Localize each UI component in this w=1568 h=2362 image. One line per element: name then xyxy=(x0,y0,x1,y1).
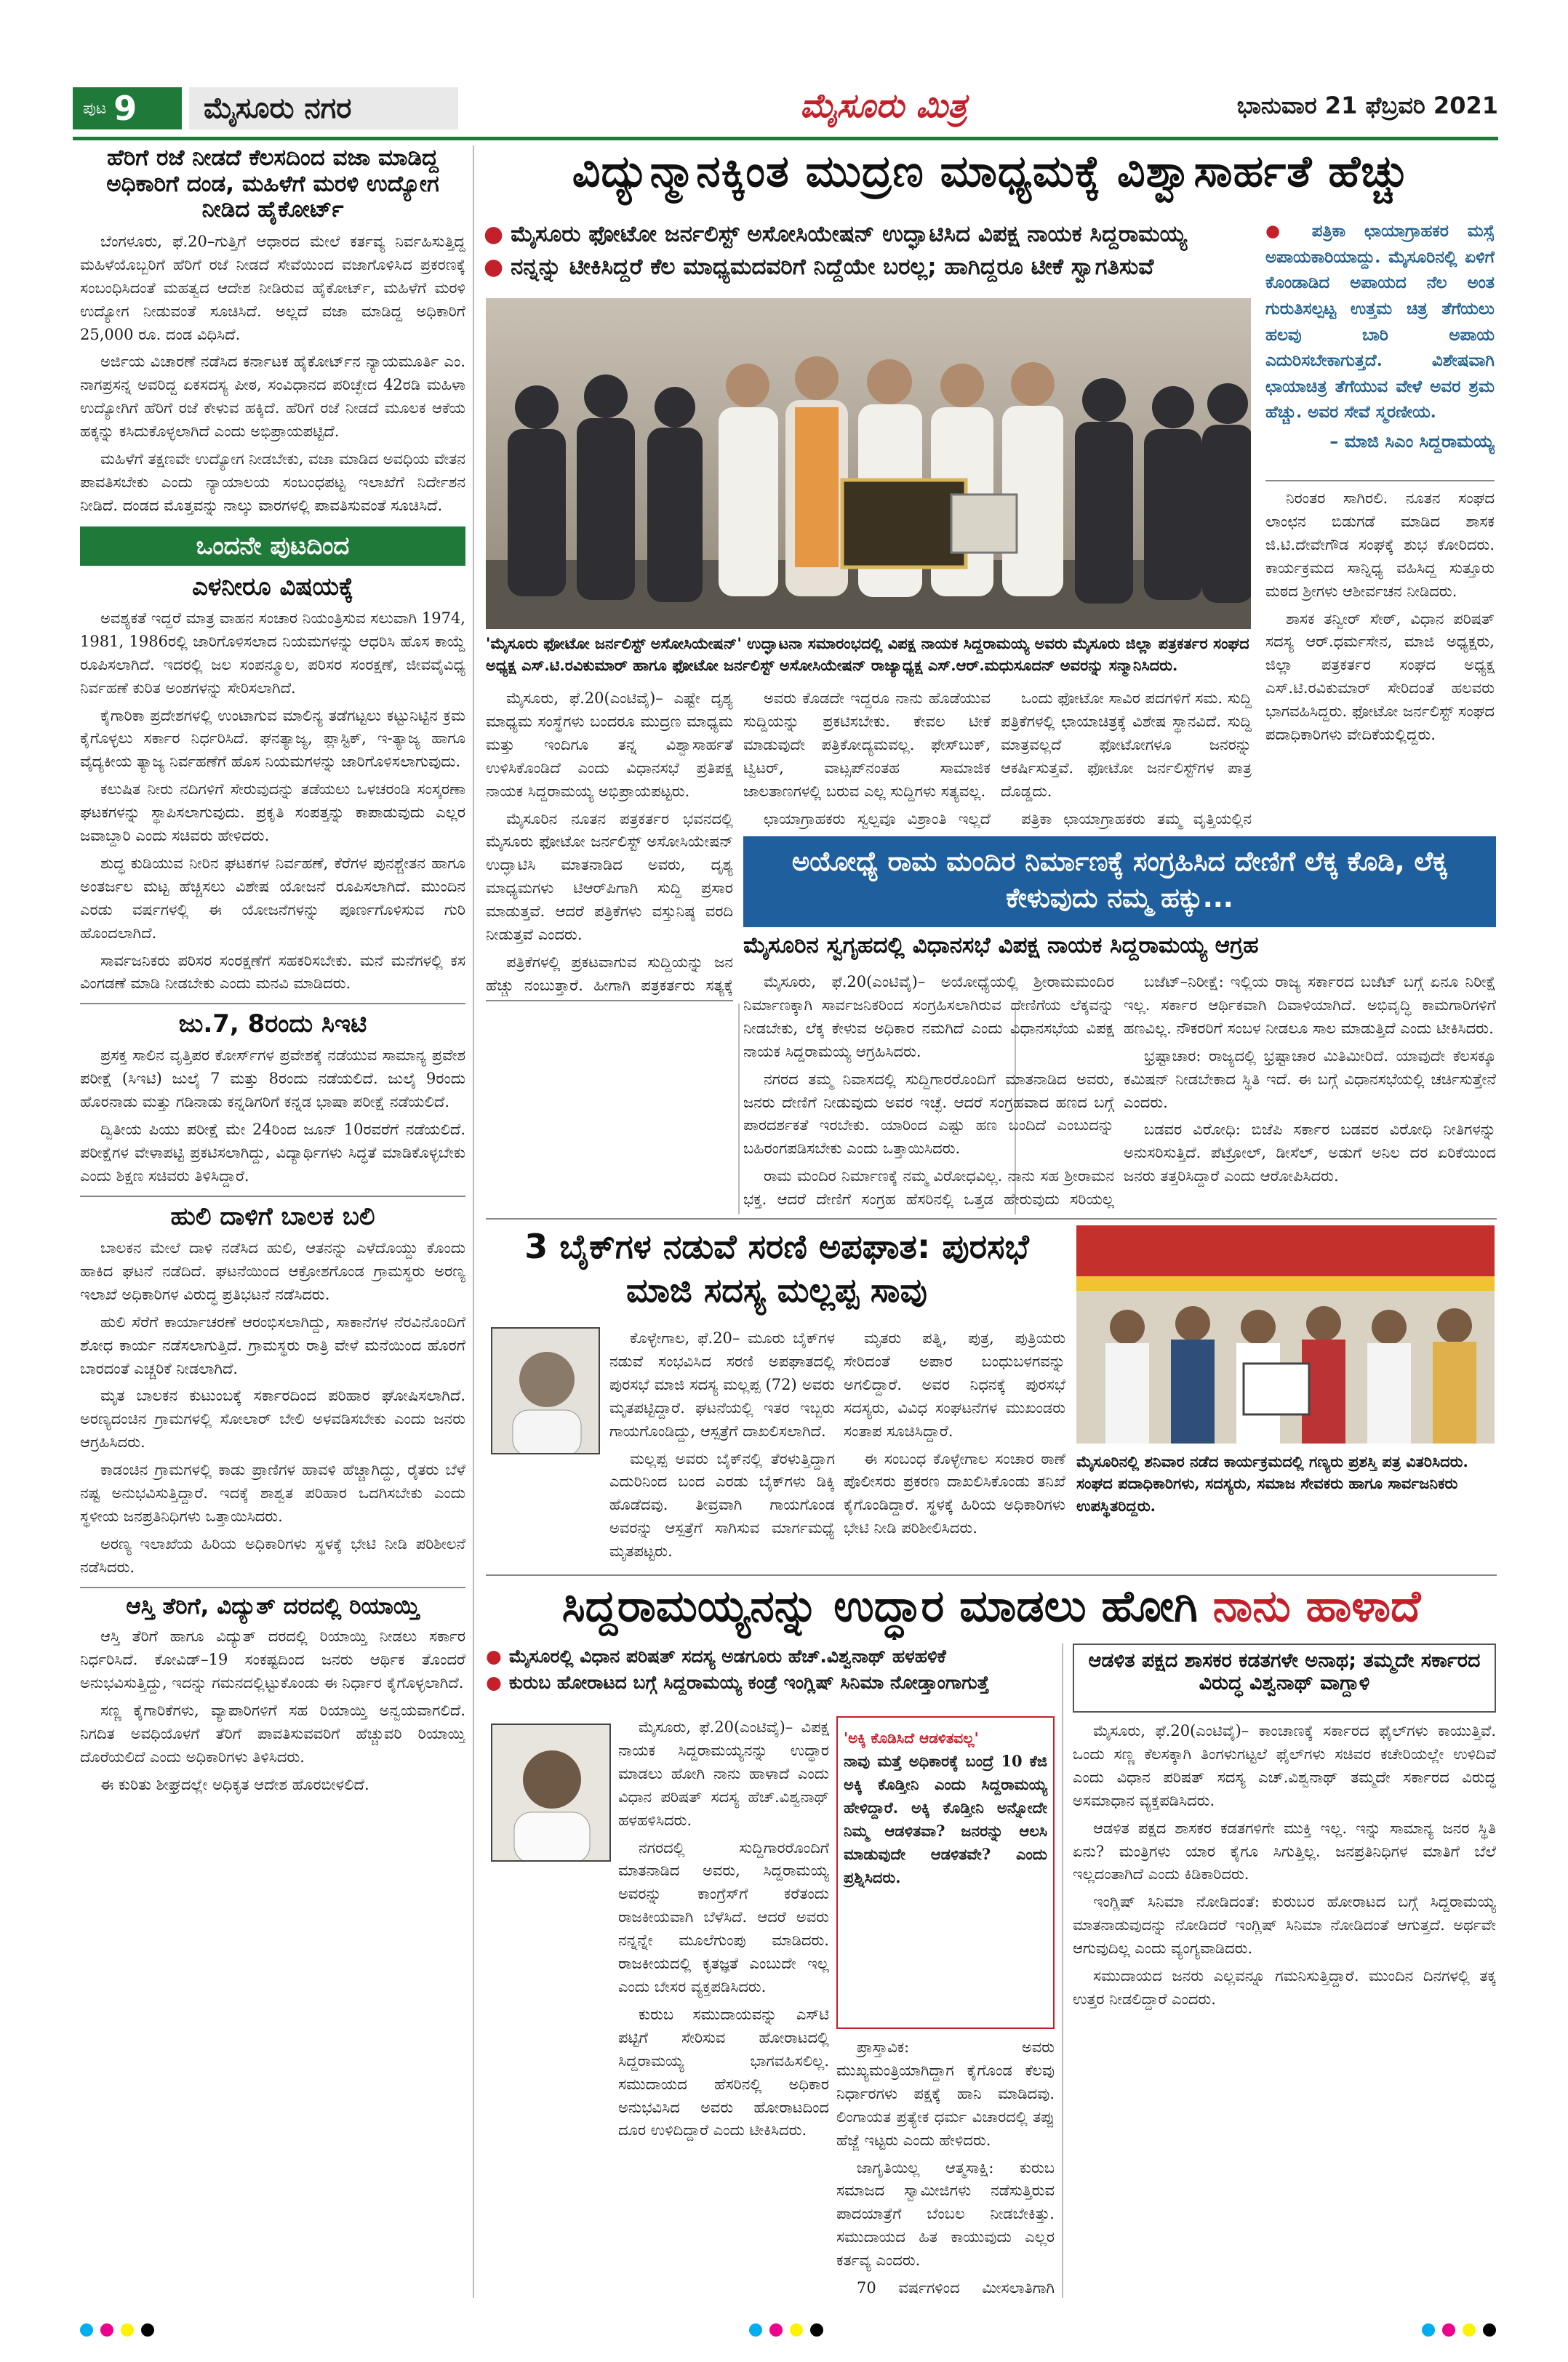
adalita-headline: ಆಡಳಿತ ಪಕ್ಷದ ಶಾಸಕರ ಕಡತಗಳೇ ಅನಾಥ; ತಮ್ಮದೇ ಸರ್ಕಾರದ ವಿರುದ್ಧ ವಿಶ್ವನಾಥ್ ವಾಗ್ದಾಳಿ xyxy=(1088,1649,1481,1695)
magenta-dot-icon xyxy=(1442,2323,1455,2337)
main-headline-box xyxy=(484,145,1498,225)
paragraph: ರಾಮ ಮಂದಿರ ನಿರ್ಮಾಣಕ್ಕೆ ನಮ್ಮ ವಿರೋಧವಿಲ್ಲ. ನಾನು ಸಹ ಶ್ರೀರಾಮನ ಭಕ್ತ. ಆದರೆ ದೇಣಿಗೆ ಸಂಗ್ರಹ ಹೆಸರಿನಲ್ಲಿ ಒತ್ತಡ ಹೇರುವುದು ಸರಿಯಲ್ಲ xyxy=(743,1167,1114,1209)
paragraph: ಪ್ರಸಕ್ತ ಸಾಲಿನ ವೃತ್ತಿಪರ ಕೋರ್ಸ್‌ಗಳ ಪ್ರವೇಶಕ್ಕೆ ನಡೆಯುವ ಸಾಮಾನ್ಯ ಪ್ರವೇಶ ಪರೀಕ್ಷೆ (ಸಿಇಟಿ) ಜುಲೈ 7 ಮತ್ತು 8ರಂದು ನಡೆಯಲಿದೆ. ಜುಲೈ 9ರಂದು ಹೊರನಾಡು ಮತ್ತು ಗಡಿನಾಡು ಕನ್ನಡಿಗರಿಗೆ ಕನ್ನಡ ಭಾಷಾ ಪರೀಕ್ಷೆ ನಡೆಯಲಿದೆ. xyxy=(80,1046,465,1111)
masthead-rule xyxy=(73,137,1498,140)
section-rule xyxy=(486,1000,733,1001)
ram-mandir-box xyxy=(743,836,1496,927)
main-photo-caption: 'ಮೈಸೂರು ಫೋಟೋ ಜರ್ನಲಿಸ್ಟ್ ಅಸೋಸಿಯೇಷನ್' ಉದ್ಘಾಟನಾ ಸಮಾರಂಭದಲ್ಲಿ ವಿಪಕ್ಷ ನಾಯಕ ಸಿದ್ದರಾಮಯ್ಯ ಅವರು ಮೈಸೂರು ಜಿಲ್ಲಾ ಪತ್ರಕರ್ತರ ಸಂಘದ ಅಧ್ಯಕ್ಷ ಎಸ್.ಟಿ.ರವಿಕುಮಾರ್ ಹಾಗೂ ಫೋಟೋ ಜರ್ನಲಿಸ್ಟ್ ಅಸೋಸಿಯೇಷನ್ ರಾಜ್ಯಾಧ್ಯಕ್ಷ ಎಸ್.ಆರ್.ಮಧುಸೂದನ್ ಅವರನ್ನು ಸನ್ಮಾನಿಸಿದರು. xyxy=(486,634,1249,675)
paragraph: ಅವರು ಕೊಡದೇ ಇದ್ದರೂ ನಾನು ಹೊಡೆಯುವ ಸುದ್ದಿಯನ್ನು ಪ್ರಕಟಿಸಬೇಕು. ಕೇವಲ ಟೀಕೆ ಮಾಡುವುದೇ ಪತ್ರಿಕೋದ್ಯಮವಲ್ಲ. ಫೇಸ್‌ಬುಕ್, ಟ್ವಿಟರ್, ವಾಟ್ಸಪ್‌ನಂತಹ ಸಾಮಾಜಿಕ ಜಾಲತಾಣಗಳಲ್ಲಿ ಬರುವ ಎಲ್ಲ ಸುದ್ದಿಗಳು ಸತ್ಯವಲ್ಲ. xyxy=(743,689,991,800)
paragraph: ನಗರದಲ್ಲಿ ಸುದ್ದಿಗಾರರೊಂದಿಗೆ ಮಾತನಾಡಿದ ಅವರು, ಸಿದ್ದರಾಮಯ್ಯ ಅವರನ್ನು ಕಾಂಗ್ರೆಸ್‌ಗೆ ಕರೆತಂದು ರಾಜಕೀಯವಾಗಿ ಬೆಳೆಸಿದೆ. ಆದರೆ ಅವರು ನನ್ನನ್ನೇ ಮೂಲೆಗುಂಪು ಮಾಡಿದರು. ರಾಜಕೀಯದಲ್ಲಿ ಕೃತಜ್ಞತೆ ಎಂಬುದೇ ಇಲ್ಲ ಎಂದು ಬೇಸರ ವ್ಯಕ್ತಪಡಿಸಿದರು. xyxy=(618,1838,829,1995)
story-aasti-headline: ಆಸ್ತಿ ತೆರಿಗೆ, ವಿದ್ಯುತ್ ದರದಲ್ಲಿ ರಿಯಾಯ್ತಿ xyxy=(80,1587,465,1620)
quote-mark-icon: ● xyxy=(1265,221,1312,241)
paragraph: ಬಾಲಕನ ಮೇಲೆ ದಾಳಿ ನಡೆಸಿದ ಹುಲಿ, ಆತನನ್ನು ಎಳೆದೊಯ್ದು ಕೊಂದು ಹಾಕಿದ ಘಟನೆ ನಡೆದಿದೆ. ಘಟನೆಯಿಂದ ಆಕ್ರೋಶಗೊಂಡ ಗ್ರಾಮಸ್ಥರು ಅರಣ್ಯ ಇಲಾಖೆ ಅಧಿಕಾರಿಗಳ ವಿರುದ್ಧ ಪ್ರತಿಭಟನೆ ನಡೆಸಿದರು. xyxy=(80,1239,465,1303)
siddu-col-a-body xyxy=(618,1716,829,2142)
siddu-bullet-2 xyxy=(486,1670,1057,1696)
siddu-col-b xyxy=(836,2036,1055,2298)
paragraph: ಕುರುಬ ಸಮುದಾಯವನ್ನು ಎಸ್‌ಟಿ ಪಟ್ಟಿಗೆ ಸೇರಿಸುವ ಹೋರಾಟದಲ್ಲಿ ಸಿದ್ದರಾಮಯ್ಯ ಭಾಗವಹಿಸಲಿಲ್ಲ. ಸಮುದಾಯದ ಹೆಸರಿನಲ್ಲಿ ಅಧಿಕಾರ ಅನುಭವಿಸಿದ ಅವರು ಹೋರಾಟದಿಂದ ದೂರ ಉಳಿದಿದ್ದಾರೆ ಎಂದು ಟೀಕಿಸಿದರು. xyxy=(618,2005,829,2139)
quote-text xyxy=(1265,218,1495,425)
inset-text: ನಾವು ಮತ್ತೆ ಅಧಿಕಾರಕ್ಕೆ ಬಂದ್ರೆ 10 ಕೆಜಿ ಅಕ್ಕಿ ಕೊಡ್ತೀನಿ ಎಂದು ಸಿದ್ದರಾಮಯ್ಯ ಹೇಳಿದ್ದಾರೆ. ಅಕ್ಕಿ ಕೊಡ್ತೀನಿ ಅನ್ನೋದೇ ನಿಮ್ಮ ಆಡಳಿತವಾ? ಜನರನ್ನು ಆಲಸಿ ಮಾಡುವುದೇ ಆಡಳಿತವೇ? ಎಂದು ಪ್ರಶ್ನಿಸಿದರು. xyxy=(844,1752,1047,1886)
paragraph: ಪತ್ರಿಕಾ ಛಾಯಾಗ್ರಾಹಕರು ತಮ್ಮ ವೃತ್ತಿಯಲ್ಲಿನ xyxy=(1021,809,1252,828)
ram-col-b-body xyxy=(1124,971,1496,1188)
adalita-headline-box xyxy=(1073,1644,1496,1713)
black-dot-icon xyxy=(810,2323,823,2337)
paragraph: ಭ್ರಷ್ಟಾಚಾರ: ರಾಜ್ಯದಲ್ಲಿ ಭ್ರಷ್ಟಾಚಾರ ಮಿತಿಮೀರಿದೆ. ಯಾವುದೇ ಕೆಲಸಕ್ಕೂ ಕಮಿಷನ್ ನೀಡಬೇಕಾದ ಸ್ಥಿತಿ ಇದೆ. ಈ ಬಗ್ಗೆ ವಿಧಾನಸಭೆಯಲ್ಲಿ ಚರ್ಚಿಸುತ್ತೇನೆ ಎಂದರು. xyxy=(1124,1046,1496,1111)
inset-title: 'ಅಕ್ಕಿ ಕೊಡಿಸಿದೆ ಆಡಳಿತವಲ್ಲ' xyxy=(844,1729,979,1747)
page-label: ಪುಟ xyxy=(83,99,107,118)
paragraph: ಇಂಗ್ಲಿಷ್ ಸಿನಿಮಾ ನೋಡಿದಂತೆ: ಕುರುಬರ ಹೋರಾಟದ ಬಗ್ಗೆ ಸಿದ್ದರಾಮಯ್ಯ ಮಾತನಾಡುವುದನ್ನು ನೋಡಿದರೆ ಇಂಗ್ಲಿಷ್ ಸಿನಿಮಾ ನೋಡಿದಂತೆ ಆಗುತ್ತದೆ. ಅರ್ಥವೇ ಆಗುವುದಿಲ್ಲ ಎಂದು ವ್ಯಂಗ್ಯವಾಡಿದರು. xyxy=(1073,1893,1496,1958)
main-right-body xyxy=(1265,487,1495,747)
paragraph: ಶುದ್ಧ ಕುಡಿಯುವ ನೀರಿನ ಘಟಕಗಳ ನಿರ್ವಹಣೆ, ಕೆರೆಗಳ ಪುನಶ್ಚೇತನ ಹಾಗೂ ಅಂತರ್ಜಲ ಮಟ್ಟ ಹೆಚ್ಚಿಸಲು ವಿಶೇಷ ಯೋಜನೆ ರೂಪಿಸಲಾಗಿದೆ. ಮುಂದಿನ ಎರಡು ವರ್ಷಗಳಲ್ಲಿ ಈ ಯೋಜನೆಗಳನ್ನು ಪೂರ್ಣಗೊಳಿಸುವ ಗುರಿ ಹೊಂದಲಾಗಿದೆ. xyxy=(80,854,465,942)
siddu-inset xyxy=(836,1716,1055,2029)
adalita-body xyxy=(1073,1720,1496,2011)
ram-col-a-body xyxy=(743,971,1114,1211)
paragraph: ಮಹಿಳೆಗೆ ತಕ್ಷಣವೇ ಉದ್ಯೋಗ ನೀಡಬೇಕು, ವಜಾ ಮಾಡಿದ ಅವಧಿಯ ವೇತನ ಪಾವತಿಸಬೇಕು ಎಂದು ನ್ಯಾಯಾಲಯ ಸಂಬಂಧಪಟ್ಟ ಇಲಾಖೆಗೆ ನಿರ್ದೇಶನ ನೀಡಿದೆ. ದಂಡದ ಮೊತ್ತವನ್ನು ನಾಲ್ಕು ವಾರಗಳಲ್ಲಿ ಪಾವತಿಸುವಂತೆ ಸೂಚಿಸಿದೆ. xyxy=(80,450,465,514)
magenta-dot-icon xyxy=(100,2323,113,2337)
main-col-c-body xyxy=(1001,687,1252,833)
paragraph: ಬೆಂಗಳೂರು, ಫೆ.20–ಗುತ್ತಿಗೆ ಆಧಾರದ ಮೇಲೆ ಕರ್ತವ್ಯ ನಿರ್ವಹಿಸುತ್ತಿದ್ದ ಮಹಿಳೆಯೊಬ್ಬರಿಗೆ ಹೆರಿಗೆ ರಜೆ ನೀಡದೆ ಸೇವೆಯಿಂದ ವಜಾಗೊಳಿಸಿದ ಪ್ರಕರಣಕ್ಕೆ ಸಂಬಂಧಿಸಿದಂತೆ ಮಹತ್ವದ ಆದೇಶ ನೀಡಿರುವ ಹೈಕೋರ್ಟ್, ಮಹಿಳೆಗೆ ಮರಳಿ ಉದ್ಯೋಗ ನೀಡುವಂತೆ ಸೂಚಿಸಿದೆ. ಅಲ್ಲದೆ ವಜಾ ಮಾಡಿದ್ದ ಅಧಿಕಾರಿಗೆ 25,000 ರೂ. ದಂಡ ವಿಧಿಸಿದೆ. xyxy=(80,232,465,343)
main-bullets xyxy=(484,218,1255,298)
paragraph: ನಗರದ ತಮ್ಮ ನಿವಾಸದಲ್ಲಿ ಸುದ್ದಿಗಾರರೊಂದಿಗೆ ಮಾತನಾಡಿದ ಅವರು, ಜನರು ದೇಣಿಗೆ ನೀಡುವುದು ಅವರ ಇಚ್ಛೆ. ಆದರೆ ಸಂಗ್ರಹವಾದ ಹಣದ ಬಗ್ಗೆ ಪಾರದರ್ಶಕತೆ ಇರಬೇಕು. ಯಾರಿಂದ ಎಷ್ಟು ಹಣ ಬಂದಿದೆ ಎಂಬುದನ್ನು ಬಹಿರಂಗಪಡಿಸಬೇಕು ಎಂದು ಒತ್ತಾಯಿಸಿದರು. xyxy=(743,1070,1114,1158)
paragraph: ಮಲ್ಲಪ್ಪ ಅವರು ಬೈಕ್‌ನಲ್ಲಿ ತೆರಳುತ್ತಿದ್ದಾಗ ಎದುರಿನಿಂದ ಬಂದ ಎರಡು ಬೈಕ್‌ಗಳು ಡಿಕ್ಕಿ ಹೊಡೆದವು. ತೀವ್ರವಾಗಿ ಗಾಯಗೊಂಡ ಅವರನ್ನು ಆಸ್ಪತ್ರೆಗೆ ಸಾಗಿಸುವ ಮಾರ್ಗಮಧ್ಯೆ ಮೃತಪಟ್ಟರು. xyxy=(609,1449,835,1561)
section-rule xyxy=(486,1574,1497,1576)
ram-col-b xyxy=(1124,971,1496,1211)
bullet-text: ಕುರುಬ ಹೋರಾಟದ ಬಗ್ಗೆ ಸಿದ್ದರಾಮಯ್ಯ ಕಂಡ್ರೆ ಇಂಗ್ಲಿಷ್ ಸಿನಿಮಾ ನೋಡ್ತಾಂಗಾಗುತ್ತೆ xyxy=(508,1672,990,1694)
paragraph: ಮೈಸೂರಿನ ನೂತನ ಪತ್ರಕರ್ತರ ಭವನದಲ್ಲಿ ಮೈಸೂರು ಫೋಟೋ ಜರ್ನಲಿಸ್ಟ್ ಅಸೋಸಿಯೇಷನ್ ಉದ್ಘಾಟಿಸಿ ಮಾತನಾಡಿದ ಅವರು, ದೃಶ್ಯ ಮಾಧ್ಯಮಗಳು ಟಿಆರ್‌ಪಿಗಾಗಿ ಸುದ್ದಿ ಪ್ರಸಾರ ಮಾಡುತ್ತವೆ. ಆದರೆ ಪತ್ರಿಕೆಗಳು ವಸ್ತುನಿಷ್ಠ ವರದಿ ನೀಡುತ್ತವೆ ಎಂದರು. xyxy=(486,809,733,944)
accident-col-a-body xyxy=(609,1327,835,1564)
paragraph: ಮೈಸೂರು, ಫೆ.20(ಎಂಟಿವೈ)– ಅಯೋಧ್ಯೆಯಲ್ಲಿ ಶ್ರೀರಾಮಮಂದಿರ ನಿರ್ಮಾಣಕ್ಕಾಗಿ ಸಾರ್ವಜನಿಕರಿಂದ ಸಂಗ್ರಹಿಸಲಾಗಿರುವ ದೇಣಿಗೆಯ ಲೆಕ್ಕವನ್ನು ನೀಡಬೇಕು, ಲೆಕ್ಕ ಕೇಳುವ ಅಧಿಕಾರ ನಮಗಿದೆ ಎಂದು ವಿಧಾನಸಭೆಯ ವಿಪಕ್ಷ ನಾಯಕ ಸಿದ್ದರಾಮಯ್ಯ ಆಗ್ರಹಿಸಿದರು. xyxy=(743,973,1114,1060)
paragraph: 70 ವರ್ಷಗಳಿಂದ ಮೀಸಲಾತಿಗಾಗಿ xyxy=(857,2279,1055,2297)
main-col-a xyxy=(486,687,733,996)
paragraph: ಈ ಸಂಬಂಧ ಕೊಳ್ಳೇಗಾಲ ಸಂಚಾರ ಠಾಣೆ ಪೊಲೀಸರು ಪ್ರಕರಣ ದಾಖಲಿಸಿಕೊಂಡು ತನಿಖೆ ಕೈಗೊಂಡಿದ್ದಾರೆ. ಸ್ಥಳಕ್ಕೆ ಹಿರಿಯ ಅಧಿಕಾರಿಗಳು ಭೇಟಿ ನೀಡಿ ಪರಿಶೀಲಿಸಿದರು. xyxy=(844,1449,1065,1537)
paragraph: ಕೊಳ್ಳೇಗಾಲ, ಫೆ.20– ಮೂರು ಬೈಕ್‌ಗಳ ನಡುವೆ ಸಂಭವಿಸಿದ ಸರಣಿ ಅಪಘಾತದಲ್ಲಿ ಪುರಸಭೆ ಮಾಜಿ ಸದಸ್ಯ ಮಲ್ಲಪ್ಪ (72) ಅವರು ಮೃತಪಟ್ಟಿದ್ದಾರೆ. ಘಟನೆಯಲ್ಲಿ ಇತರ ಇಬ್ಬರು ಗಾಯಗೊಂಡಿದ್ದು, ಆಸ್ಪತ್ರೆಗೆ ದಾಖಲಿಸಲಾಗಿದೆ. xyxy=(609,1329,835,1440)
cyan-dot-icon xyxy=(80,2323,93,2337)
main-col-a-body xyxy=(486,687,733,996)
paragraph: ಕೈಗಾರಿಕಾ ಪ್ರದೇಶಗಳಲ್ಲಿ ಉಂಟಾಗುವ ಮಾಲಿನ್ಯ ತಡೆಗಟ್ಟಲು ಕಟ್ಟುನಿಟ್ಟಿನ ಕ್ರಮ ಕೈಗೊಳ್ಳಲು ಸರ್ಕಾರ ನಿರ್ಧರಿಸಿದೆ. ಘನತ್ಯಾಜ್ಯ, ಪ್ಲಾಸ್ಟಿಕ್, ಇ-ತ್ಯಾಜ್ಯ ಹಾಗೂ ವೈದ್ಯಕೀಯ ತ್ಯಾಜ್ಯ ನಿರ್ವಹಣೆಗೆ ಹೊಸ ನಿಯಮಗಳನ್ನು ಜಾರಿಗೊಳಿಸಲಾಗುವುದು. xyxy=(80,706,465,771)
main-right-column xyxy=(1265,487,1495,829)
story-jul-body xyxy=(80,1044,465,1188)
paper-logo: ಮೈಸೂರು ಮಿತ್ರ xyxy=(800,86,967,125)
paragraph: ಬಡವರ ವಿರೋಧಿ: ಬಿಜೆಪಿ ಸರ್ಕಾರ ಬಡವರ ವಿರೋಧಿ ನೀತಿಗಳನ್ನು ಅನುಸರಿಸುತ್ತಿದೆ. ಪೆಟ್ರೋಲ್, ಡೀಸೆಲ್, ಅಡುಗೆ ಅನಿಲ ದರ ಏರಿಕೆಯಿಂದ ಜನರು ತತ್ತರಿಸಿದ್ದಾರೆ ಎಂದು ಆರೋಪಿಸಿದರು. xyxy=(1124,1121,1496,1185)
page-number-box xyxy=(73,87,182,129)
registration-marks-right xyxy=(1422,2323,1496,2337)
portrait-image xyxy=(492,1725,611,1862)
paragraph: ಶಾಸಕ ತನ್ವೀರ್ ಸೇಠ್, ವಿಧಾನ ಪರಿಷತ್ ಸದಸ್ಯ ಆರ್.ಧರ್ಮಸೇನ, ಮಾಜಿ ಅಧ್ಯಕ್ಷರು, ಜಿಲ್ಲಾ ಪತ್ರಕರ್ತರ ಸಂಘದ ಅಧ್ಯಕ್ಷ ಎಸ್.ಟಿ.ರವಿಕುಮಾರ್ ಸೇರಿದಂತೆ ಹಲವರು ಭಾಗವಹಿಸಿದ್ದರು. ಫೋಟೋ ಜರ್ನಲಿಸ್ಟ್ ಸಂಘದ ಪದಾಧಿಕಾರಿಗಳು ವೇದಿಕೆಯಲ್ಲಿದ್ದರು. xyxy=(1265,609,1495,744)
story-hc-body xyxy=(80,231,465,518)
black-dot-icon xyxy=(141,2323,154,2337)
bullet-dot-icon: ● xyxy=(486,1672,502,1694)
bullet-dot-icon: ● xyxy=(484,221,504,247)
quote-rule xyxy=(1265,480,1495,481)
paragraph: ಹುಲಿ ಸೆರೆಗೆ ಕಾರ್ಯಾಚರಣೆ ಆರಂಭಿಸಲಾಗಿದ್ದು, ಸಾಕಾನೆಗಳ ನೆರವಿನೊಂದಿಗೆ ಶೋಧ ಕಾರ್ಯ ನಡೆಸಲಾಗುತ್ತಿದೆ. ಗ್ರಾಮಸ್ಥರು ರಾತ್ರಿ ವೇಳೆ ಮನೆಯಿಂದ ಹೊರಗೆ ಬಾರದಂತೆ ಎಚ್ಚರಿಕೆ ನೀಡಲಾಗಿದೆ. xyxy=(80,1313,465,1377)
registration-marks-center xyxy=(749,2323,823,2337)
paragraph: ಆಸ್ತಿ ತೆರಿಗೆ ಹಾಗೂ ವಿದ್ಯುತ್ ದರದಲ್ಲಿ ರಿಯಾಯ್ತಿ ನೀಡಲು ಸರ್ಕಾರ ನಿರ್ಧರಿಸಿದೆ. ಕೋವಿಡ್–19 ಸಂಕಷ್ಟದಿಂದ ಜನರು ಆರ್ಥಿಕ ತೊಂದರೆ ಅನುಭವಿಸುತ್ತಿದ್ದು, ಇದನ್ನು ಗಮನದಲ್ಲಿಟ್ಟುಕೊಂಡು ಈ ನಿರ್ಧಾರ ಕೈಗೊಳ್ಳಲಾಗಿದೆ. xyxy=(80,1628,465,1692)
siddu-bullets xyxy=(486,1644,1057,1713)
group-photo-image xyxy=(486,298,1251,629)
main-bullet-1 xyxy=(484,218,1255,251)
section-rule xyxy=(486,1218,1497,1220)
paragraph: ಬಜೆಟ್–ನಿರೀಕ್ಷೆ: ಇಲ್ಲಿಯ ರಾಜ್ಯ ಸರ್ಕಾರದ ಬಜೆಟ್ ಬಗ್ಗೆ ಏನೂ ನಿರೀಕ್ಷೆ ಇಲ್ಲ. ಸರ್ಕಾರ ಆರ್ಥಿಕವಾಗಿ ದಿವಾಳಿಯಾಗಿದೆ. ಅಭಿವೃದ್ಧಿ ಕಾಮಗಾರಿಗಳಿಗೆ ಹಣವಿಲ್ಲ. ನೌಕರರಿಗೆ ಸಂಬಳ ನೀಡಲೂ ಸಾಲ ಮಾಡುತ್ತಿದೆ ಎಂದು ಟೀಕಿಸಿದರು. xyxy=(1124,973,1496,1037)
paragraph: ಅವಶ್ಯಕತೆ ಇದ್ದರೆ ಮಾತ್ರ ವಾಹನ ಸಂಚಾರ ನಿಯಂತ್ರಿಸುವ ಸಲುವಾಗಿ 1974, 1981, 1986ರಲ್ಲಿ ಜಾರಿಗೊಳಿಸಲಾದ ನಿಯಮಗಳನ್ನು ಆಧರಿಸಿ ಹೊಸ ಕಾಯ್ದೆ ರೂಪಿಸಲಾಗಿದೆ. ಇದರಲ್ಲಿ ಜಲ ಸಂಪನ್ಮೂಲ, ಪರಿಸರ ಸಂರಕ್ಷಣೆ, ಜೀವವೈವಿಧ್ಯ ನಿರ್ವಹಣೆ ಕುರಿತ ಅಂಶಗಳನ್ನು ಸೇರಿಸಲಾಗಿದೆ. xyxy=(80,609,465,697)
story-enu-headline: ಎಳನೀರೂ ವಿಷಯಕ್ಕೆ xyxy=(192,572,353,601)
siddu-bullet-1 xyxy=(486,1644,1057,1670)
story-jul-headline: ಜು.7, 8ರಂದು ಸಿಇಟಿ xyxy=(80,1003,465,1038)
yellow-dot-icon xyxy=(1463,2323,1476,2337)
paragraph: ಮೈಸೂರು, ಫೆ.20(ಎಂಟಿವೈ)– ಎಷ್ಟೇ ದೃಶ್ಯ ಮಾಧ್ಯಮ ಸಂಸ್ಥೆಗಳು ಬಂದರೂ ಮುದ್ರಣ ಮಾಧ್ಯಮ ಮತ್ತು ಇಂದಿಗೂ ತನ್ನ ವಿಶ್ವಾಸಾರ್ಹತೆ ಉಳಿಸಿಕೊಂಡಿದೆ ಎಂದು ವಿಧಾನಸಭೆ ಪ್ರತಿಪಕ್ಷ ನಾಯಕ ಸಿದ್ದರಾಮಯ್ಯ ಅಭಿಪ್ರಾಯಪಟ್ಟರು. xyxy=(486,689,733,800)
bullet-text: ಮೈಸೂರಲ್ಲಿ ವಿಧಾನ ಪರಿಷತ್ ಸದಸ್ಯ ಅಡಗೂರು ಹೆಚ್.ವಿಶ್ವನಾಥ್ ಹಳಹಳಿಕೆ xyxy=(508,1646,946,1667)
accident-col-a xyxy=(609,1327,835,1567)
siddu-headline-red: ನಾನು ಹಾಳಾದೆ xyxy=(1212,1582,1421,1632)
ram-subhead-box xyxy=(743,933,1496,966)
paragraph: ಅರಣ್ಯ ಇಲಾಖೆಯ ಹಿರಿಯ ಅಧಿಕಾರಿಗಳು ಸ್ಥಳಕ್ಕೆ ಭೇಟಿ ನೀಡಿ ಪರಿಶೀಲನೆ ನಡೆಸಿದರು. xyxy=(80,1534,465,1576)
main-headline: ವಿದ್ಯುನ್ಮಾನಕ್ಕಿಂತ ಮುದ್ರಣ ಮಾಧ್ಯಮಕ್ಕೆ ವಿಶ್ವಾಸಾರ್ಹತೆ ಹೆಚ್ಚು xyxy=(572,146,1410,197)
bullet-dot-icon: ● xyxy=(486,1646,502,1667)
accident-col-b xyxy=(844,1327,1065,1567)
siddu-headline-black: ಸಿದ್ದರಾಮಯ್ಯನನ್ನು ಉದ್ಧಾರ ಮಾಡಲು ಹೋಗಿ xyxy=(561,1582,1198,1632)
registration-marks-left xyxy=(80,2323,154,2337)
bullet-text: ನನ್ನನ್ನು ಟೀಕಿಸಿದ್ದರೆ ಕೆಲ ಮಾಧ್ಯಮದವರಿಗೆ ನಿದ್ದೆಯೇ ಬರಲ್ಲ; ಹಾಗಿದ್ದರೂ ಟೀಕೆ ಸ್ವಾಗತಿಸುವೆ xyxy=(511,253,1154,280)
magenta-dot-icon xyxy=(769,2323,783,2337)
cyan-dot-icon xyxy=(1422,2323,1435,2337)
quote-box xyxy=(1265,218,1495,476)
yellow-dot-icon xyxy=(790,2323,803,2337)
main-col-b-body xyxy=(743,687,991,833)
quote-author: – ಮಾಜಿ ಸಿಎಂ ಸಿದ್ದರಾಮಯ್ಯ xyxy=(1329,431,1495,452)
left-column xyxy=(80,145,465,2298)
cyan-dot-icon xyxy=(749,2323,762,2337)
paragraph: ನಿರಂತರ ಸಾಗಿರಲಿ. ನೂತನ ಸಂಘದ ಲಾಂಛನ ಬಿಡುಗಡೆ ಮಾಡಿದ ಶಾಸಕ ಜಿ.ಟಿ.ದೇವೇಗೌಡ ಸಂಘಕ್ಕೆ ಶುಭ ಕೋರಿದರು. ಕಾರ್ಯಕ್ರಮದ ಸಾನ್ನಿಧ್ಯ ವಹಿಸಿದ್ದ ಸುತ್ತೂರು ಮಠದ ಶ್ರೀಗಳು ಆಶೀರ್ವಚನ ನೀಡಿದರು. xyxy=(1265,489,1495,600)
paragraph: ಕಾಡಂಚಿನ ಗ್ರಾಮಗಳಲ್ಲಿ ಕಾಡು ಪ್ರಾಣಿಗಳ ಹಾವಳಿ ಹೆಚ್ಚಾಗಿದ್ದು, ರೈತರು ಬೆಳೆ ನಷ್ಟ ಅನುಭವಿಸುತ್ತಿದ್ದಾರೆ. ಇದಕ್ಕೆ ಶಾಶ್ವತ ಪರಿಹಾರ ಒದಗಿಸಬೇಕು ಎಂದು ಸ್ಥಳೀಯ ಜನಪ್ರತಿನಿಧಿಗಳು ಒತ್ತಾಯಿಸಿದರು. xyxy=(80,1461,465,1525)
siddu-headline-box xyxy=(486,1582,1497,1640)
main-col-c xyxy=(1001,687,1252,833)
adalita-body-box xyxy=(1073,1720,1496,2298)
event-photo-image xyxy=(1076,1225,1495,1444)
ram-subhead: ಮೈಸೂರಿನ ಸ್ವಗೃಹದಲ್ಲಿ ವಿಧಾನಸಭೆ ವಿಪಕ್ಷ ನಾಯಕ ಸಿದ್ದರಾಮಯ್ಯ ಆಗ್ರಹ xyxy=(743,933,1259,958)
column-divider xyxy=(473,145,474,2298)
accident-headline: 3 ಬೈಕ್‌ಗಳ ನಡುವೆ ಸರಣಿ ಅಪಘಾತ: ಪುರಸಭೆ ಮಾಜಿ ಸದಸ್ಯ ಮಲ್ಲಪ್ಪ ಸಾವು xyxy=(524,1227,1029,1310)
siddu-portrait xyxy=(491,1724,611,1862)
section-name: ಮೈಸೂರು ನಗರ xyxy=(189,87,458,129)
story-hc-headline: ಹೆರಿಗೆ ರಜೆ ನೀಡದೆ ಕೆಲಸದಿಂದ ವಜಾ ಮಾಡಿದ್ದ ಅಧಿಕಾರಿಗೆ ದಂಡ, ಮಹಿಳೆಗೆ ಮರಳಿ ಉದ್ಯೋಗ ನೀಡಿದ ಹೈಕೋರ್ಟ್ xyxy=(106,145,439,223)
accident-portrait xyxy=(491,1327,600,1454)
main-bullet-2 xyxy=(484,251,1255,284)
accident-headline-box xyxy=(486,1225,1068,1320)
paragraph: ಆಡಳಿತ ಪಕ್ಷದ ಶಾಸಕರ ಕಡತಗಳಿಗೇ ಮುಕ್ತಿ ಇಲ್ಲ. ಇನ್ನು ಸಾಮಾನ್ಯ ಜನರ ಸ್ಥಿತಿ ಏನು? ಮಂತ್ರಿಗಳು ಯಾರ ಕೈಗೂ ಸಿಗುತ್ತಿಲ್ಲ. ಜನಪ್ರತಿನಿಧಿಗಳ ಮಾತಿಗೆ ಬೆಲೆ ಇಲ್ಲದಂತಾಗಿದೆ ಎಂದು ಕಿಡಿಕಾರಿದರು. xyxy=(1073,1819,1496,1883)
column-divider xyxy=(1062,1644,1063,2298)
paragraph: ಸಮುದಾಯದ ಜನರು ಎಲ್ಲವನ್ನೂ ಗಮನಿಸುತ್ತಿದ್ದಾರೆ. ಮುಂದಿನ ದಿನಗಳಲ್ಲಿ ತಕ್ಕ ಉತ್ತರ ನೀಡಲಿದ್ದಾರೆ ಎಂದರು. xyxy=(1073,1967,1496,2008)
story-enu-body xyxy=(80,607,465,996)
main-photo xyxy=(486,298,1251,629)
paragraph: ಪ್ರಾಸ್ತಾವಿಕ: ಅವರು ಮುಖ್ಯಮಂತ್ರಿಯಾಗಿದ್ದಾಗ ಕೈಗೊಂಡ ಕೆಲವು ನಿರ್ಧಾರಗಳು ಪಕ್ಷಕ್ಕೆ ಹಾನಿ ಮಾಡಿದವು. ಲಿಂಗಾಯತ ಪ್ರತ್ಯೇಕ ಧರ್ಮ ವಿಚಾರದಲ್ಲಿ ತಪ್ಪು ಹೆಜ್ಜೆ ಇಟ್ಟರು ಎಂದು ಹೇಳಿದರು. xyxy=(836,2038,1055,2149)
main-col-b xyxy=(743,687,991,833)
page-number: 9 xyxy=(113,89,137,128)
column-divider xyxy=(738,1004,740,1214)
paragraph: ಮೈಸೂರು, ಫೆ.20(ಎಂಟಿವೈ)– ಕಾಂಚಾಣಕ್ಕೆ ಸರ್ಕಾರದ ಫೈಲ್‌ಗಳು ಕಾಯುತ್ತಿವೆ. ಒಂದು ಸಣ್ಣ ಕೆಲಸಕ್ಕಾಗಿ ತಿಂಗಳುಗಟ್ಟಲೆ ಫೈಲ್‌ಗಳು ಸಚಿವರ ಕಚೇರಿಯಲ್ಲೇ ಉಳಿದಿವೆ ಎಂದು ವಿಧಾನ ಪರಿಷತ್ ಸದಸ್ಯ ಎಚ್.ವಿಶ್ವನಾಥ್ ತಮ್ಮದೇ ಸರ್ಕಾರದ ವಿರುದ್ಧ ಅಸಮಾಧಾನ ವ್ಯಕ್ತಪಡಿಸಿದರು. xyxy=(1073,1722,1496,1809)
event-photo-caption: ಮೈಸೂರಿನಲ್ಲಿ ಶನಿವಾರ ನಡೆದ ಕಾರ್ಯಕ್ರಮದಲ್ಲಿ ಗಣ್ಯರು ಪ್ರಶಸ್ತಿ ಪತ್ರ ವಿತರಿಸಿದರು. ಸಂಘದ ಪದಾಧಿಕಾರಿಗಳು, ಸದಸ್ಯರು, ಸಮಾಜ ಸೇವಕರು ಹಾಗೂ ಸಾರ್ವಜನಿಕರು ಉಪಸ್ಥಿತರಿದ್ದರು. xyxy=(1076,1452,1468,1515)
black-dot-icon xyxy=(1483,2323,1496,2337)
paragraph: ಮೃತ ಬಾಲಕನ ಕುಟುಂಬಕ್ಕೆ ಸರ್ಕಾರದಿಂದ ಪರಿಹಾರ ಘೋಷಿಸಲಾಗಿದೆ. ಅರಣ್ಯದಂಚಿನ ಗ್ರಾಮಗಳಲ್ಲಿ ಸೋಲಾರ್ ಬೇಲಿ ಅಳವಡಿಸಬೇಕು ಎಂದು ಜನರು ಆಗ್ರಹಿಸಿದರು. xyxy=(80,1387,465,1452)
paragraph: ಸಾರ್ವಜನಿಕರು ಪರಿಸರ ಸಂರಕ್ಷಣೆಗೆ ಸಹಕರಿಸಬೇಕು. ಮನೆ ಮನೆಗಳಲ್ಲಿ ಕಸ ವಿಂಗಡಣೆ ಮಾಡಿ ನೀಡಬೇಕು ಎಂದು ಮನವಿ ಮಾಡಿದರು. xyxy=(80,951,465,993)
bullet-dot-icon: ● xyxy=(484,253,504,280)
paragraph: ಮೃತರು ಪತ್ನಿ, ಪುತ್ರ, ಪುತ್ರಿಯರು ಸೇರಿದಂತೆ ಅಪಾರ ಬಂಧುಬಳಗವನ್ನು ಅಗಲಿದ್ದಾರೆ. ಅವರ ನಿಧನಕ್ಕೆ ಪುರಸಭೆ ಸದಸ್ಯರು, ವಿವಿಧ ಸಂಘಟನೆಗಳ ಮುಖಂಡರು ಸಂತಾಪ ಸೂಚಿಸಿದ್ದಾರೆ. xyxy=(844,1329,1065,1440)
ram-col-a xyxy=(743,971,1114,1211)
siddu-col-b-body xyxy=(836,2036,1055,2298)
paragraph: ದ್ವಿತೀಯ ಪಿಯು ಪರೀಕ್ಷೆ ಮೇ 24ರಿಂದ ಜೂನ್ 10ರವರೆಗೆ ನಡೆಯಲಿದೆ. ಪರೀಕ್ಷೆಗಳ ವೇಳಾಪಟ್ಟಿ ಪ್ರಕಟಿಸಲಾಗಿದ್ದು, ವಿದ್ಯಾರ್ಥಿಗಳು ಸಿದ್ಧತೆ ಮಾಡಿಕೊಳ್ಳಬೇಕು ಎಂದು ಶಿಕ್ಷಣ ಸಚಿವರು ತಿಳಿಸಿದ್ದಾರೆ. xyxy=(80,1121,465,1185)
issue-date: ಭಾನುವಾರ 21 ಫೆಬ್ರವರಿ 2021 xyxy=(1236,92,1498,119)
paragraph: ಒಂದು ಫೋಟೋ ಸಾವಿರ ಪದಗಳಿಗೆ ಸಮ. ಸುದ್ದಿ ಪತ್ರಿಕೆಗಳಲ್ಲಿ ಛಾಯಾಚಿತ್ರಕ್ಕೆ ವಿಶೇಷ ಸ್ಥಾನವಿದೆ. ಸುದ್ದಿ ಮಾತ್ರವಲ್ಲದೆ ಫೋಟೋಗಳೂ ಜನರನ್ನು ಆಕರ್ಷಿಸುತ್ತವೆ. ಫೋಟೋ ಜರ್ನಲಿಸ್ಟ್‌ಗಳ ಪಾತ್ರ ದೊಡ್ಡದು. xyxy=(1001,689,1252,800)
event-photo xyxy=(1076,1225,1495,1444)
story-aasti-body xyxy=(80,1625,465,1796)
from-page-one-band: ಒಂದನೇ ಪುಟದಿಂದ xyxy=(80,527,465,566)
paragraph: ಕಲುಷಿತ ನೀರು ನದಿಗಳಿಗೆ ಸೇರುವುದನ್ನು ತಡೆಯಲು ಒಳಚರಂಡಿ ಸಂಸ್ಕರಣಾ ಘಟಕಗಳನ್ನು ಸ್ಥಾಪಿಸಲಾಗುವುದು. ಪ್ರಕೃತಿ ಸಂಪತ್ತನ್ನು ಕಾಪಾಡುವುದು ಎಲ್ಲರ ಜವಾಬ್ದಾರಿ ಎಂದು ಸಚಿವರು ಹೇಳಿದರು. xyxy=(80,780,465,845)
paragraph: ಛಾಯಾಗ್ರಾಹಕರು ಸ್ವಲ್ಪವೂ ವಿಶ್ರಾಂತಿ ಇಲ್ಲದೆ xyxy=(764,809,991,828)
bullet-text: ಮೈಸೂರು ಫೋಟೋ ಜರ್ನಲಿಸ್ಟ್ ಅಸೋಸಿಯೇಷನ್ ಉದ್ಘಾಟಿಸಿದ ವಿಪಕ್ಷ ನಾಯಕ ಸಿದ್ದರಾಮಯ್ಯ xyxy=(511,221,1188,247)
paragraph: ಈ ಕುರಿತು ಶೀಘ್ರದಲ್ಲೇ ಅಧಿಕೃತ ಆದೇಶ ಹೊರಬೀಳಲಿದೆ. xyxy=(100,1775,369,1793)
quote-body: ಪತ್ರಿಕಾ ಛಾಯಾಗ್ರಾಹಕರ ಮಸ್ಸೆ ಅಪಾಯಕಾರಿಯಾದ್ದು. ಮೈಸೂರಿನಲ್ಲಿ ಏಳಿಗೆ ಕೊಂಡಾಡಿದ ಅಪಾಯದ ನೆಲ ಅಂತ ಗುರುತಿಸಲ್ಪಟ್ಟ ಉತ್ತಮ ಚಿತ್ರ ತೆಗೆಯಲು ಹಲವು ಬಾರಿ ಅಪಾಯ ಎದುರಿಸಬೇಕಾಗುತ್ತದೆ. ವಿಶೇಷವಾಗಿ ಛಾಯಾಚಿತ್ರ ತೆಗೆಯುವ ವೇಳೆ ಅವರ ಶ್ರಮ ಹೆಚ್ಚು. ಅವರ ಸೇವೆ ಸ್ಮರಣೀಯ. xyxy=(1265,221,1495,423)
story-huli-headline: ಹುಲಿ ದಾಳಿಗೆ ಬಾಲಕ ಬಲಿ xyxy=(80,1196,465,1231)
story-huli-body xyxy=(80,1237,465,1580)
paragraph: ಪತ್ರಿಕೆಗಳಲ್ಲಿ ಪ್ರಕಟವಾಗುವ ಸುದ್ದಿಯನ್ನು ಜನ ಹೆಚ್ಚು ನಂಬುತ್ತಾರೆ. ಹೀಗಾಗಿ ಪತ್ರಕರ್ತರು ಸತ್ಯಕ್ಕೆ xyxy=(486,953,733,994)
paragraph: ಜಾಗೃತಿಯಿಲ್ಲ ಆತ್ಮಸಾಕ್ಷಿ: ಕುರುಬ ಸಮಾಜದ ಸ್ವಾಮೀಜಿಗಳು ನಡೆಸುತ್ತಿರುವ ಪಾದಯಾತ್ರೆಗೆ ಬೆಂಬಲ ನೀಡಬೇಕಿತ್ತು. ಸಮುದಾಯದ ಹಿತ ಕಾಯುವುದು ಎಲ್ಲರ ಕರ್ತವ್ಯ ಎಂದರು. xyxy=(836,2158,1055,2270)
paragraph: ಅರ್ಜಿಯ ವಿಚಾರಣೆ ನಡೆಸಿದ ಕರ್ನಾಟಕ ಹೈಕೋರ್ಟ್‌ನ ನ್ಯಾಯಮೂರ್ತಿ ಎಂ. ನಾಗಪ್ರಸನ್ನ ಅವರಿದ್ದ ಏಕಸದಸ್ಯ ಪೀಠ, ಸಂವಿಧಾನದ ಪರಿಚ್ಛೇದ 42ರಡಿ ಮಹಿಳಾ ಉದ್ಯೋಗಿಗೆ ಹೆರಿಗೆ ರಜೆ ಕೇಳುವ ಹಕ್ಕಿದೆ. ಹೆರಿಗೆ ರಜೆ ನೀಡದೆ ಮೂಲಕ ಆಕೆಯ ಹಕ್ಕನ್ನು ಕಸಿದುಕೊಳ್ಳಲಾಗಿದೆ ಎಂದು ಅಭಿಪ್ರಾಯಪಟ್ಟಿದೆ. xyxy=(80,353,465,441)
ram-mandir-headline: ಅಯೋಧ್ಯೆ ರಾಮ ಮಂದಿರ ನಿರ್ಮಾಣಕ್ಕೆ ಸಂಗ್ರಹಿಸಿದ ದೇಣಿಗೆ ಲೆಕ್ಕ ಕೊಡಿ, ಲೆಕ್ಕ ಕೇಳುವುದು ನಮ್ಮ ಹಕ್ಕು... xyxy=(743,836,1496,927)
paragraph: ಸಣ್ಣ ಕೈಗಾರಿಕೆಗಳು, ವ್ಯಾಪಾರಿಗಳಿಗೆ ಸಹ ರಿಯಾಯ್ತಿ ಅನ್ವಯವಾಗಲಿದೆ. ನಿಗದಿತ ಅವಧಿಯೊಳಗೆ ತೆರಿಗೆ ಪಾವತಿಸುವವರಿಗೆ ಹೆಚ್ಚುವರಿ ರಿಯಾಯ್ತಿ ದೊರೆಯಲಿದೆ ಎಂದು ಅಧಿಕಾರಿಗಳು ತಿಳಿಸಿದರು. xyxy=(80,1702,465,1766)
masthead xyxy=(73,80,1498,138)
siddu-col-a xyxy=(618,1716,829,2298)
yellow-dot-icon xyxy=(121,2323,134,2337)
siddu-headline xyxy=(486,1582,1497,1632)
portrait-image xyxy=(492,1329,600,1454)
accident-col-b-body xyxy=(844,1327,1065,1540)
paragraph: ಮೈಸೂರು, ಫೆ.20(ಎಂಟಿವೈ)– ವಿಪಕ್ಷ ನಾಯಕ ಸಿದ್ದರಾಮಯ್ಯನನ್ನು ಉದ್ಧಾರ ಮಾಡಲು ಹೋಗಿ ನಾನು ಹಾಳಾದೆ ಎಂದು ವಿಧಾನ ಪರಿಷತ್ ಸದಸ್ಯ ಹೆಚ್.ವಿಶ್ವನಾಥ್ ಹಳಹಳಿಸಿದರು. xyxy=(618,1718,829,1829)
